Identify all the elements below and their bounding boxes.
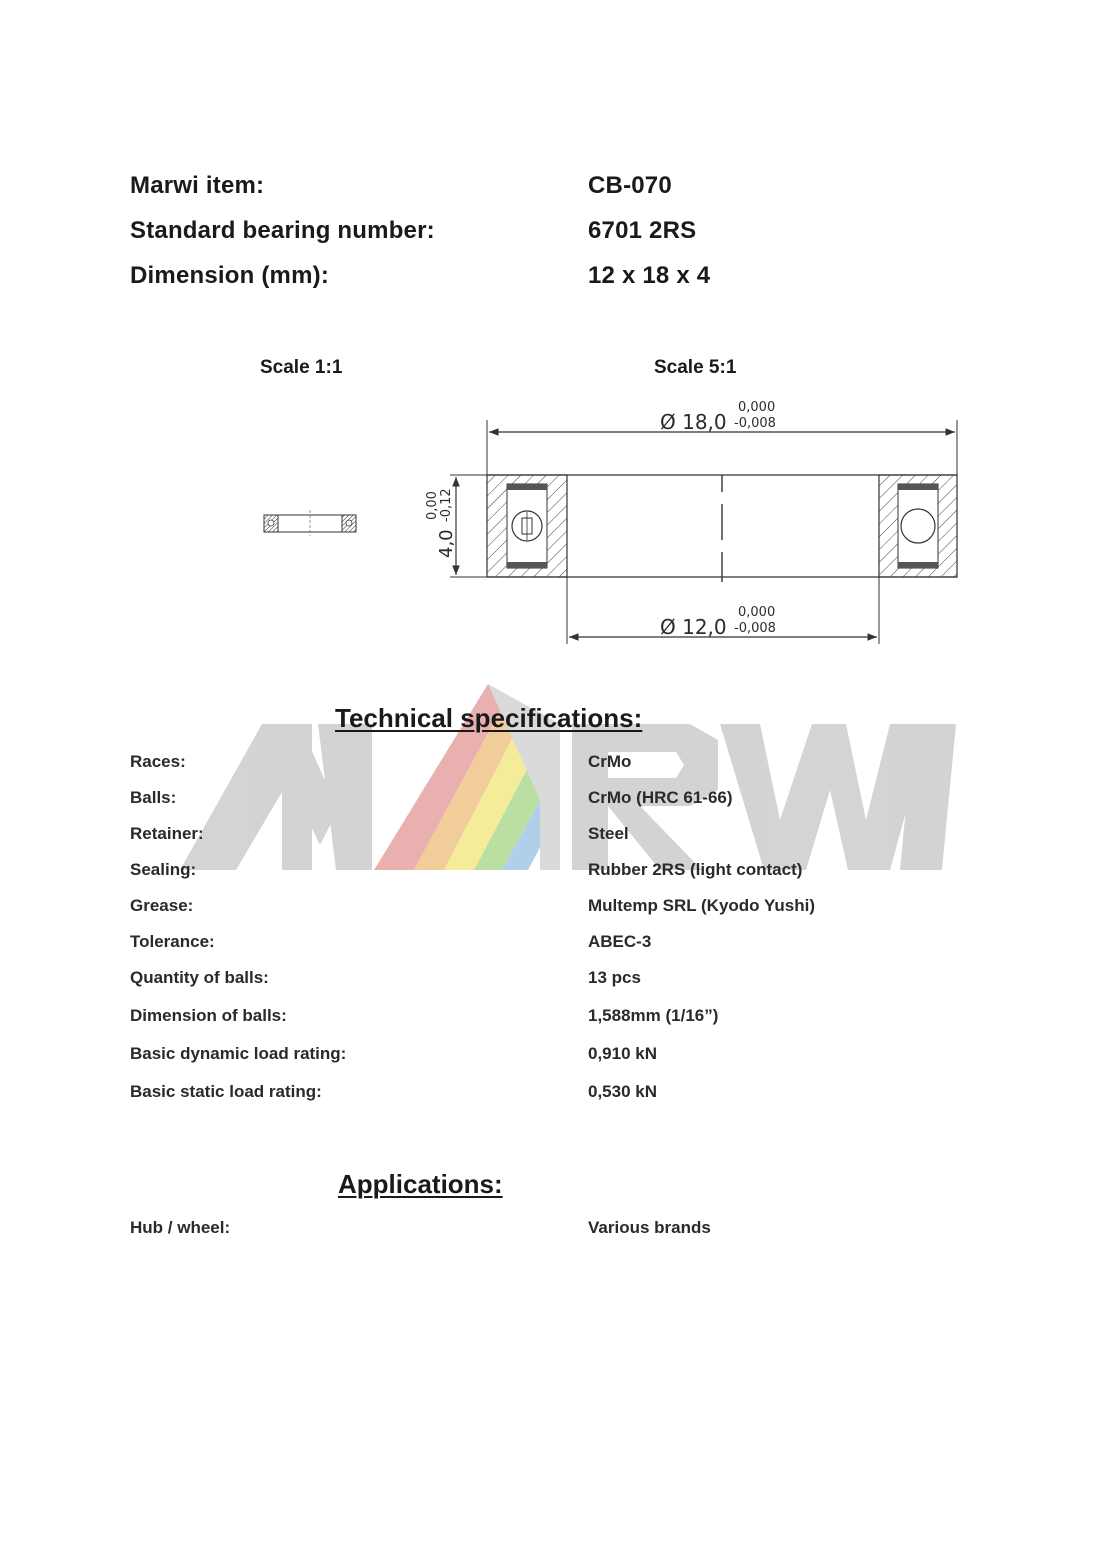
spec-value-ball-quantity: 13 pcs — [588, 968, 641, 987]
scale-small-label: Scale 1:1 — [260, 357, 343, 378]
outer-diameter-lower-tol: -0,008 — [734, 416, 776, 431]
spec-value-retainer: Steel — [588, 824, 629, 843]
item-value: CB-070 — [588, 172, 672, 199]
scale-large-label: Scale 5:1 — [654, 357, 737, 378]
applications-title: Applications: — [338, 1169, 503, 1199]
outer-diameter-upper-tol: 0,000 — [738, 400, 776, 415]
width-upper-tol: 0,00 — [425, 491, 440, 520]
spec-label-ball-dimension: Dimension of balls: — [130, 1006, 287, 1025]
application-value-hub: Various brands — [588, 1218, 711, 1237]
outer-diameter-value: Ø 18,0 — [660, 410, 727, 434]
bearing-drawing-large — [400, 392, 980, 650]
spec-label-dynamic-load: Basic dynamic load rating: — [130, 1044, 347, 1063]
inner-diameter-value: Ø 12,0 — [660, 615, 727, 639]
spec-value-tolerance: ABEC-3 — [588, 932, 652, 951]
width-value: 4,0 — [436, 529, 457, 558]
spec-label-sealing: Sealing: — [130, 860, 197, 879]
dimension-value: 12 x 18 x 4 — [588, 262, 711, 289]
spec-value-sealing: Rubber 2RS (light contact) — [588, 860, 803, 879]
spec-label-tolerance: Tolerance: — [130, 932, 215, 951]
bearing-drawing-small — [258, 508, 362, 538]
inner-diameter-lower-tol: -0,008 — [734, 621, 776, 636]
bearing-number-value: 6701 2RS — [588, 217, 697, 244]
application-label-hub: Hub / wheel: — [130, 1218, 231, 1237]
spec-label-static-load: Basic static load rating: — [130, 1082, 322, 1101]
spec-value-races: CrMo — [588, 752, 632, 771]
spec-label-retainer: Retainer: — [130, 824, 204, 843]
spec-value-dynamic-load: 0,910 kN — [588, 1044, 657, 1063]
spec-label-grease: Grease: — [130, 896, 194, 915]
spec-value-ball-dimension: 1,588mm (1/16”) — [588, 1006, 719, 1025]
bearing-number-label: Standard bearing number: — [130, 217, 435, 244]
spec-label-races: Races: — [130, 752, 186, 771]
width-lower-tol: -0,12 — [439, 488, 454, 522]
item-label: Marwi item: — [130, 172, 265, 199]
spec-value-grease: Multemp SRL (Kyodo Yushi) — [588, 896, 815, 915]
spec-label-balls: Balls: — [130, 788, 177, 807]
dimension-label: Dimension (mm): — [130, 262, 330, 289]
spec-value-static-load: 0,530 kN — [588, 1082, 657, 1101]
spec-value-balls: CrMo (HRC 61-66) — [588, 788, 733, 807]
inner-diameter-upper-tol: 0,000 — [738, 605, 776, 620]
spec-label-ball-quantity: Quantity of balls: — [130, 968, 269, 987]
tech-spec-title: Technical specifications: — [335, 703, 643, 733]
